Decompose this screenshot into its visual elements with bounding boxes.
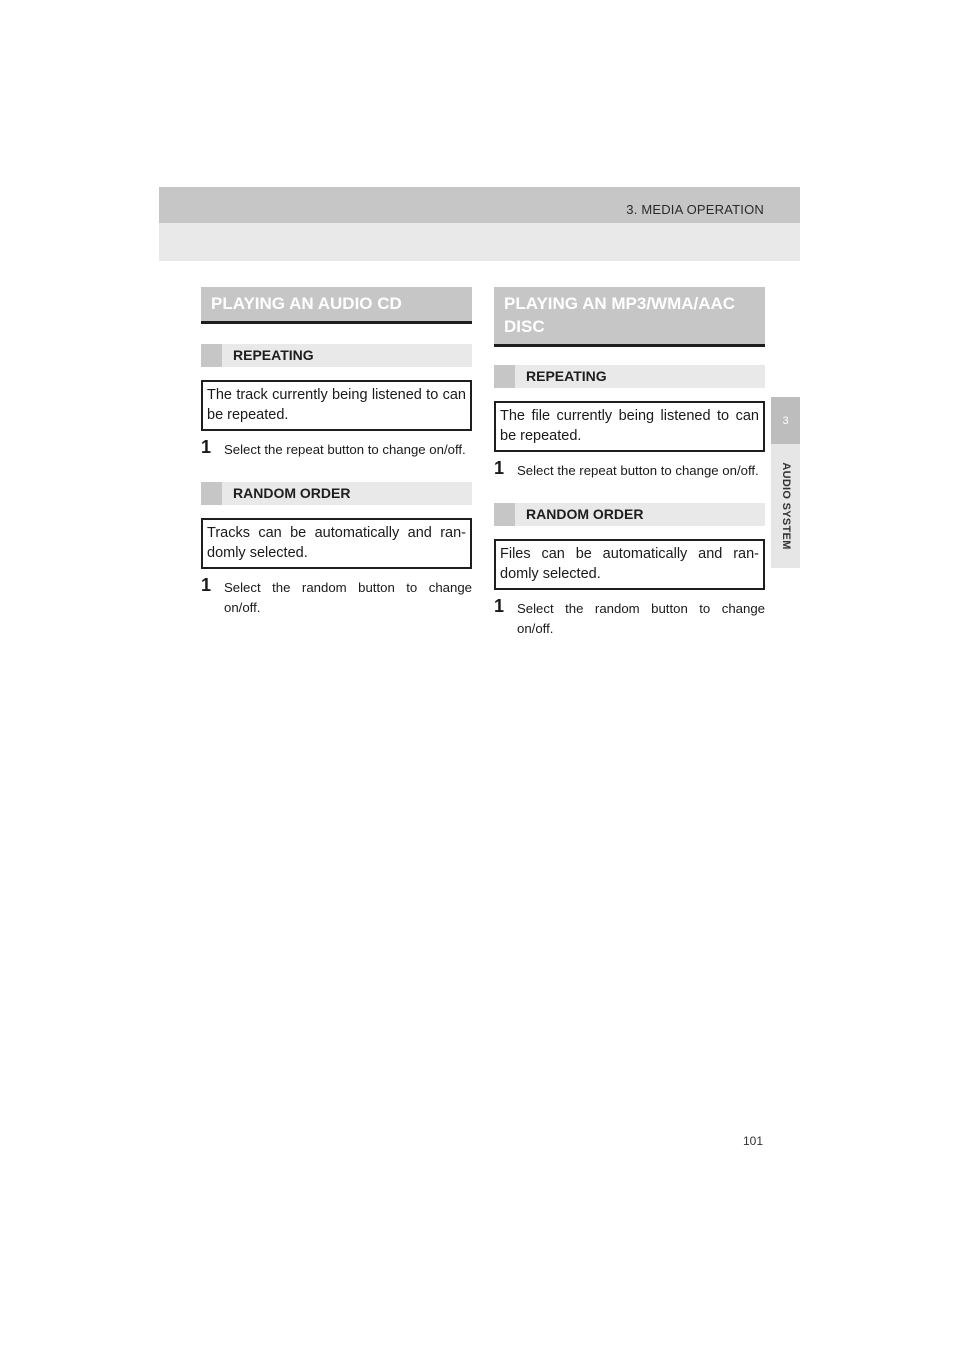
left-column [201,287,472,618]
subheading-label: RANDOM ORDER [526,506,644,522]
subheading-marker [201,344,222,367]
step-repeat [201,437,472,460]
step-number: 1 [494,596,505,616]
side-tab-label: AUDIO SYSTEM [779,462,792,550]
step-text: Select the repeat button to change on/off. [224,442,466,457]
subheading-marker [494,365,515,388]
header-subbar [159,223,800,261]
step-text: Select the repeat button to change on/off. [517,463,759,478]
info-box-repeat: The file currently being listened to can be repeated. [494,401,765,452]
step-text: Select the random button to change on/off. [517,601,765,636]
info-box-random: Files can be automatically and ran-domly selected. [494,539,765,590]
step-number: 1 [201,575,212,595]
section-title-mp3-disc: PLAYING AN MP3/WMA/AAC DISC [494,287,765,347]
subheading-marker [201,482,222,505]
subheading-repeating [201,344,472,367]
section-title-audio-cd: PLAYING AN AUDIO CD [201,287,472,324]
subheading-label: REPEATING [233,347,314,363]
step-number: 1 [494,458,505,478]
header-bar [159,187,800,223]
step-random [494,596,765,639]
info-box-random: Tracks can be automatically and ran-domly selected. [201,518,472,569]
step-random [201,575,472,618]
info-box-repeat: The track currently being listened to can be repeated. [201,380,472,431]
right-column [494,287,765,639]
subheading-label: RANDOM ORDER [233,485,351,501]
subheading-marker [494,503,515,526]
subheading-random-order [494,503,765,526]
side-tab [771,444,800,568]
subheading-repeating [494,365,765,388]
side-tab-number: 3 [771,397,800,444]
subheading-random-order [201,482,472,505]
page-number: 101 [743,1134,764,1148]
step-number: 1 [201,437,212,457]
chapter-title: 3. MEDIA OPERATION [626,202,764,217]
subheading-label: REPEATING [526,368,607,384]
step-repeat [494,458,765,481]
step-text: Select the random button to change on/off. [224,580,472,615]
